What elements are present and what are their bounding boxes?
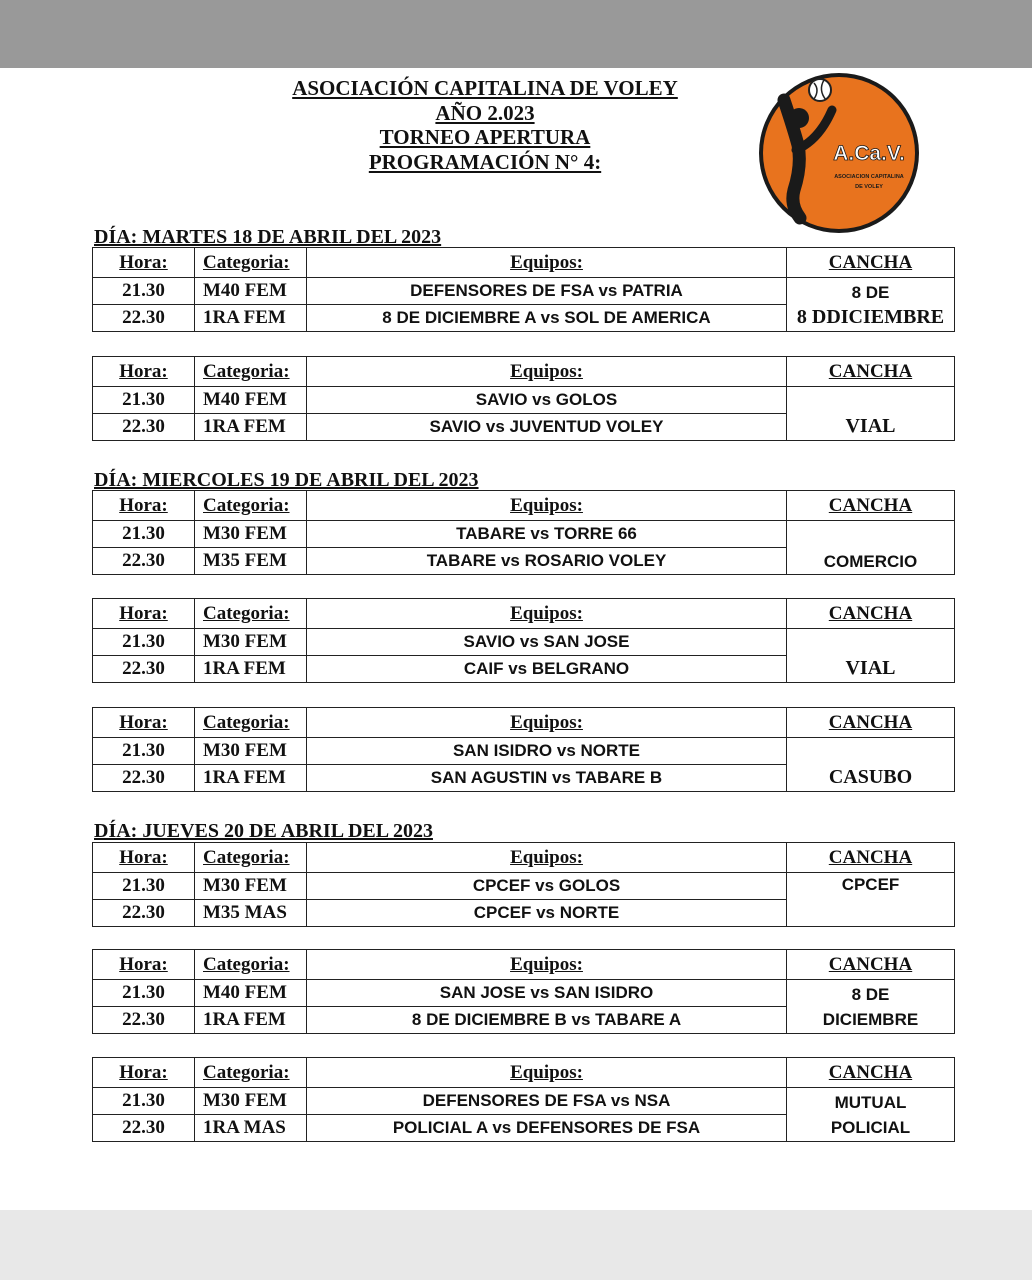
match-categoria: 1RA FEM: [195, 305, 307, 332]
match-categoria: 1RA FEM: [195, 656, 307, 683]
col-hora: Hora:: [93, 357, 195, 387]
col-equipos: Equipos:: [307, 599, 787, 629]
cancha-line1: 8 DE: [851, 282, 890, 302]
header-association: ASOCIACIÓN CAPITALINA DE VOLEY: [292, 76, 678, 100]
col-equipos: Equipos:: [307, 491, 787, 521]
cancha-line2: POLICIAL: [830, 1117, 911, 1137]
col-categoria: Categoria:: [195, 950, 307, 980]
cancha-line1: CASUBO: [828, 766, 913, 788]
col-cancha: CANCHA: [787, 491, 955, 521]
cancha-cell: [787, 738, 955, 792]
match-hora: 21.30: [93, 629, 195, 656]
cancha-line1: COMERCIO: [823, 552, 918, 571]
match-hora: 22.30: [93, 1007, 195, 1034]
col-cancha: CANCHA: [787, 843, 955, 873]
col-categoria: Categoria:: [195, 248, 307, 278]
col-cancha: CANCHA: [787, 357, 955, 387]
match-hora: 21.30: [93, 521, 195, 548]
cancha-cell: [787, 980, 955, 1034]
col-hora: Hora:: [93, 950, 195, 980]
cancha-cell: [787, 1088, 955, 1142]
col-equipos: Equipos:: [307, 1058, 787, 1088]
cancha-cell: [787, 873, 955, 927]
match-equipos: CPCEF vs GOLOS: [307, 873, 787, 900]
match-equipos: SAVIO vs GOLOS: [307, 387, 787, 414]
match-equipos: DEFENSORES DE FSA vs PATRIA: [307, 278, 787, 305]
match-categoria: M35 FEM: [195, 548, 307, 575]
match-categoria: M35 MAS: [195, 900, 307, 927]
match-equipos: DEFENSORES DE FSA vs NSA: [307, 1088, 787, 1115]
cancha-line2: 8 DDICIEMBRE: [796, 305, 945, 328]
schedule-table: [92, 949, 955, 1034]
col-hora: Hora:: [93, 248, 195, 278]
match-equipos: 8 DE DICIEMBRE B vs TABARE A: [307, 1007, 787, 1034]
col-equipos: Equipos:: [307, 950, 787, 980]
acav-logo: [754, 70, 924, 236]
top-bar: [0, 0, 1032, 68]
cancha-line1: MUTUAL: [834, 1092, 907, 1112]
header-year: AÑO 2.023: [435, 100, 535, 125]
match-hora: 21.30: [93, 873, 195, 900]
match-categoria: M30 FEM: [195, 629, 307, 656]
match-categoria: 1RA FEM: [195, 765, 307, 792]
match-categoria: M30 FEM: [195, 738, 307, 765]
match-equipos: 8 DE DICIEMBRE A vs SOL DE AMERICA: [307, 305, 787, 332]
day-heading: DÍA: MARTES 18 DE ABRIL DEL 2023: [94, 226, 442, 248]
schedule-table: [92, 1057, 955, 1142]
col-categoria: Categoria:: [195, 491, 307, 521]
col-equipos: Equipos:: [307, 248, 787, 278]
col-hora: Hora:: [93, 843, 195, 873]
match-equipos: SAVIO vs JUVENTUD VOLEY: [307, 414, 787, 441]
match-equipos: TABARE vs TORRE 66: [307, 521, 787, 548]
match-hora: 22.30: [93, 765, 195, 792]
match-equipos: SAN ISIDRO vs NORTE: [307, 738, 787, 765]
match-categoria: M40 FEM: [195, 980, 307, 1007]
col-categoria: Categoria:: [195, 599, 307, 629]
col-cancha: CANCHA: [787, 599, 955, 629]
match-hora: 22.30: [93, 414, 195, 441]
match-hora: 22.30: [93, 1115, 195, 1142]
match-categoria: M40 FEM: [195, 387, 307, 414]
match-equipos: POLICIAL A vs DEFENSORES DE FSA: [307, 1115, 787, 1142]
col-equipos: Equipos:: [307, 843, 787, 873]
match-categoria: 1RA MAS: [195, 1115, 307, 1142]
header-programacion: PROGRAMACIÓN N° 4:: [368, 149, 602, 174]
match-equipos: SAN AGUSTIN vs TABARE B: [307, 765, 787, 792]
schedule-table: [92, 490, 955, 575]
match-hora: 22.30: [93, 900, 195, 927]
match-equipos: CAIF vs BELGRANO: [307, 656, 787, 683]
day-heading: DÍA: JUEVES 20 DE ABRIL DEL 2023: [94, 820, 433, 842]
col-equipos: Equipos:: [307, 708, 787, 738]
match-equipos: SAN JOSE vs SAN ISIDRO: [307, 980, 787, 1007]
match-categoria: 1RA FEM: [195, 414, 307, 441]
col-categoria: Categoria:: [195, 1058, 307, 1088]
match-equipos: TABARE vs ROSARIO VOLEY: [307, 548, 787, 575]
cancha-line1: CPCEF: [841, 875, 900, 894]
cancha-line1: VIAL: [845, 657, 896, 679]
logo-sub1: ASOCIACION CAPITALINA: [834, 174, 904, 180]
cancha-line1: 8 DE: [851, 984, 890, 1004]
col-cancha: CANCHA: [787, 248, 955, 278]
col-categoria: Categoria:: [195, 843, 307, 873]
match-categoria: M30 FEM: [195, 521, 307, 548]
match-hora: 22.30: [93, 548, 195, 575]
schedule-table: [92, 356, 955, 441]
match-equipos: CPCEF vs NORTE: [307, 900, 787, 927]
match-hora: 21.30: [93, 278, 195, 305]
cancha-cell: [787, 387, 955, 441]
logo-abbr: A.Ca.V.: [833, 142, 905, 165]
document-header: [240, 76, 730, 174]
match-categoria: M40 FEM: [195, 278, 307, 305]
day-heading: DÍA: MIERCOLES 19 DE ABRIL DEL 2023: [94, 469, 479, 491]
match-equipos: SAVIO vs SAN JOSE: [307, 629, 787, 656]
cancha-cell: [787, 521, 955, 575]
match-hora: 22.30: [93, 656, 195, 683]
col-cancha: CANCHA: [787, 950, 955, 980]
cancha-line1: VIAL: [845, 415, 896, 437]
col-hora: Hora:: [93, 599, 195, 629]
col-categoria: Categoria:: [195, 708, 307, 738]
col-categoria: Categoria:: [195, 357, 307, 387]
match-hora: 21.30: [93, 387, 195, 414]
col-hora: Hora:: [93, 491, 195, 521]
col-equipos: Equipos:: [307, 357, 787, 387]
match-hora: 21.30: [93, 738, 195, 765]
schedule-table: [92, 707, 955, 792]
cancha-cell: [787, 278, 955, 332]
header-tournament: TORNEO APERTURA: [379, 125, 591, 149]
col-hora: Hora:: [93, 1058, 195, 1088]
cancha-line2: DICIEMBRE: [822, 1009, 919, 1029]
schedule-table: [92, 598, 955, 683]
col-cancha: CANCHA: [787, 708, 955, 738]
match-hora: 22.30: [93, 305, 195, 332]
schedule-table: [92, 842, 955, 927]
schedule-table: [92, 247, 955, 332]
logo-sub2: DE VOLEY: [855, 184, 883, 190]
col-hora: Hora:: [93, 708, 195, 738]
match-categoria: M30 FEM: [195, 1088, 307, 1115]
col-cancha: CANCHA: [787, 1058, 955, 1088]
match-hora: 21.30: [93, 980, 195, 1007]
match-categoria: M30 FEM: [195, 873, 307, 900]
cancha-cell: [787, 629, 955, 683]
bottom-bar: [0, 1210, 1032, 1280]
match-hora: 21.30: [93, 1088, 195, 1115]
match-categoria: 1RA FEM: [195, 1007, 307, 1034]
